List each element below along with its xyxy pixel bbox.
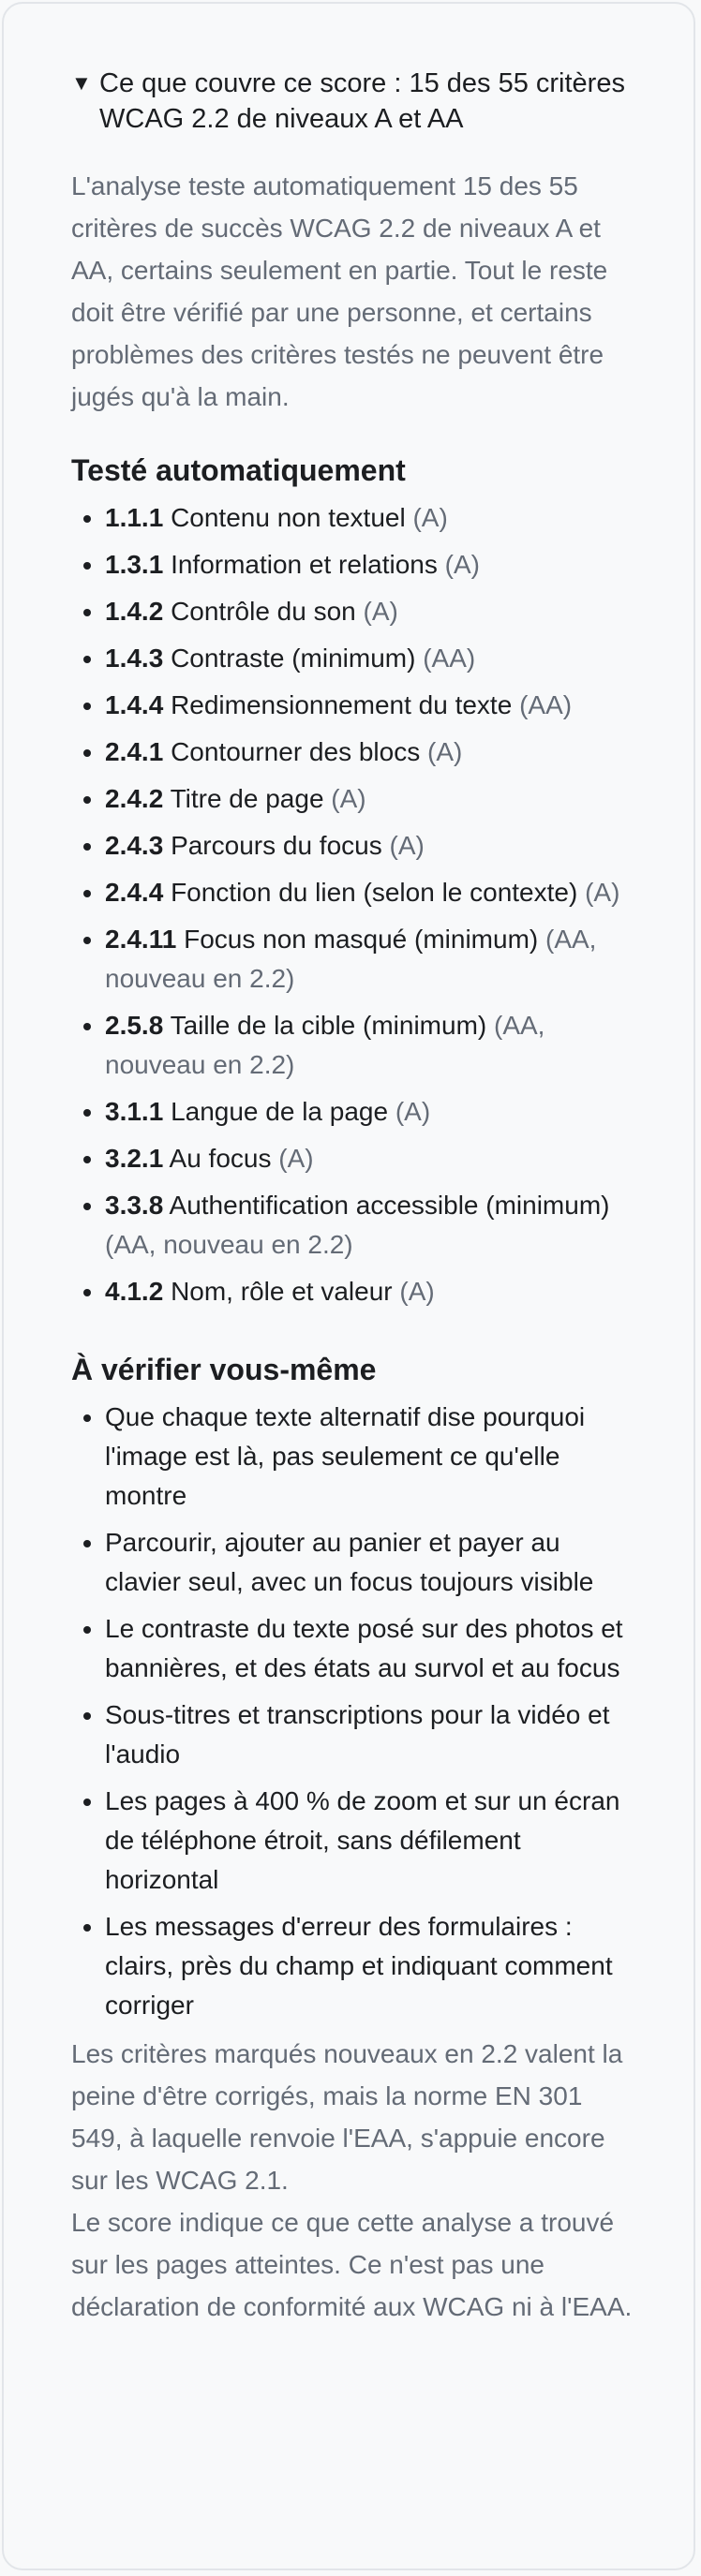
criterion-code: 1.1.1 [105, 503, 164, 532]
criterion-code: 2.4.4 [105, 878, 164, 907]
criterion-code: 2.4.1 [105, 737, 164, 766]
list-item: • Sous-titres et transcriptions pour la vidéo et l'audio [105, 1695, 635, 1774]
list-item [105, 1139, 635, 1178]
criterion-name: Contourner des blocs [171, 737, 421, 766]
criterion-code: 3.1.1 [105, 1097, 164, 1126]
criterion-name: Taille de la cible (minimum) [170, 1011, 487, 1040]
list-item: • Parcourir, ajouter au panier et payer au clavier seul, avec un focus toujours visible [105, 1523, 635, 1602]
triangle-down-icon: ▼ [71, 71, 92, 95]
criterion-name: Focus non masqué (minimum) [184, 925, 539, 954]
list-item: • Que chaque texte alternatif dise pourquoi l'image est là, pas seulement ce qu'elle montre [105, 1398, 635, 1516]
criterion-name: Information et relations [171, 550, 438, 579]
score-coverage-panel [2, 2, 695, 2570]
list-item [105, 920, 635, 999]
criterion-name: Langue de la page [171, 1097, 389, 1126]
criterion-name: Authentification accessible (minimum) [169, 1191, 610, 1220]
list-item: • Les pages à 400 % de zoom et sur un écran de téléphone étroit, sans défilement horizontal [105, 1782, 635, 1900]
criterion-level: (A) [399, 1277, 435, 1306]
criterion-level: (A) [427, 737, 463, 766]
list-item [105, 826, 635, 866]
summary-label: Ce que couvre ce score : 15 des 55 critères WCAG 2.2 de niveaux A et AA [99, 68, 625, 134]
new-criteria-note: Les critères marqués nouveaux en 2.2 valent la peine d'être corrigés, mais la norme EN 301 549, à laquelle renvoie l'EAA, s'appuie encore sur les WCAG 2.1. [71, 2039, 623, 2195]
list-item [105, 592, 635, 631]
criterion-name: Contenu non textuel [171, 503, 406, 532]
criterion-name: Redimensionnement du texte [171, 690, 513, 719]
criterion-level: (AA, nouveau en 2.2) [105, 925, 597, 993]
criterion-code: 4.1.2 [105, 1277, 164, 1306]
criterion-name: Contraste (minimum) [171, 644, 416, 673]
verify-heading: À vérifier vous-même [71, 1353, 377, 1386]
criterion-level: (A) [389, 831, 425, 860]
list-item [105, 498, 635, 538]
list-item [105, 639, 635, 678]
list-item [105, 686, 635, 725]
criterion-code: 1.4.4 [105, 690, 164, 719]
criterion-name: Contrôle du son [171, 597, 356, 626]
list-item [105, 1186, 635, 1265]
criterion-code: 2.4.11 [105, 925, 177, 954]
tested-list [71, 498, 635, 1311]
list-item [105, 779, 635, 819]
criterion-code: 1.4.3 [105, 644, 164, 673]
list-item [105, 1272, 635, 1311]
criterion-code: 2.4.3 [105, 831, 164, 860]
criterion-level: (A) [363, 597, 398, 626]
criterion-level: (A) [412, 503, 448, 532]
list-item [105, 1092, 635, 1132]
criterion-level: (AA, nouveau en 2.2) [105, 1230, 353, 1259]
coverage-summary-toggle[interactable] [71, 66, 635, 137]
score-disclaimer: Le score indique ce que cette analyse a trouvé sur les pages atteintes. Ce n'est pas une déclaration de conformité aux WCAG ni à l'EAA. [71, 2208, 633, 2321]
list-item: • Les messages d'erreur des formulaires : clairs, près du champ et indiquant comment corriger [105, 1907, 635, 2025]
criterion-level: (AA) [519, 690, 573, 719]
criterion-level: (A) [278, 1144, 314, 1173]
list-item [105, 873, 635, 912]
criterion-level: (AA, nouveau en 2.2) [105, 1011, 545, 1079]
criterion-name: Nom, rôle et valeur [171, 1277, 393, 1306]
criterion-code: 1.3.1 [105, 550, 164, 579]
criterion-code: 2.4.2 [105, 784, 164, 813]
criterion-level: (A) [395, 1097, 431, 1126]
tested-heading: Testé automatiquement [71, 453, 406, 487]
verify-list [71, 1398, 635, 2025]
criterion-code: 1.4.2 [105, 597, 164, 626]
criterion-code: 3.2.1 [105, 1144, 164, 1173]
criterion-level: (A) [585, 878, 620, 907]
criterion-name: Au focus [169, 1144, 272, 1173]
intro-text: L'analyse teste automatiquement 15 des 55 critères de succès WCAG 2.2 de niveaux A et AA, certains seulement en partie. Tout le reste doit être vérifié par une personne, et certains problèmes des critères testés ne peuvent être jugés qu'à la main. [71, 171, 608, 411]
list-item [105, 733, 635, 772]
criterion-name: Parcours du focus [171, 831, 382, 860]
list-item [105, 1006, 635, 1085]
list-item [105, 545, 635, 585]
criterion-name: Fonction du lien (selon le contexte) [171, 878, 578, 907]
criterion-level: (A) [444, 550, 480, 579]
criterion-code: 3.3.8 [105, 1191, 164, 1220]
list-item: • Le contraste du texte posé sur des photos et bannières, et des états au survol et au focus [105, 1609, 635, 1688]
criterion-code: 2.5.8 [105, 1011, 164, 1040]
criterion-level: (A) [331, 784, 366, 813]
criterion-level: (AA) [423, 644, 476, 673]
criterion-name: Titre de page [170, 784, 324, 813]
